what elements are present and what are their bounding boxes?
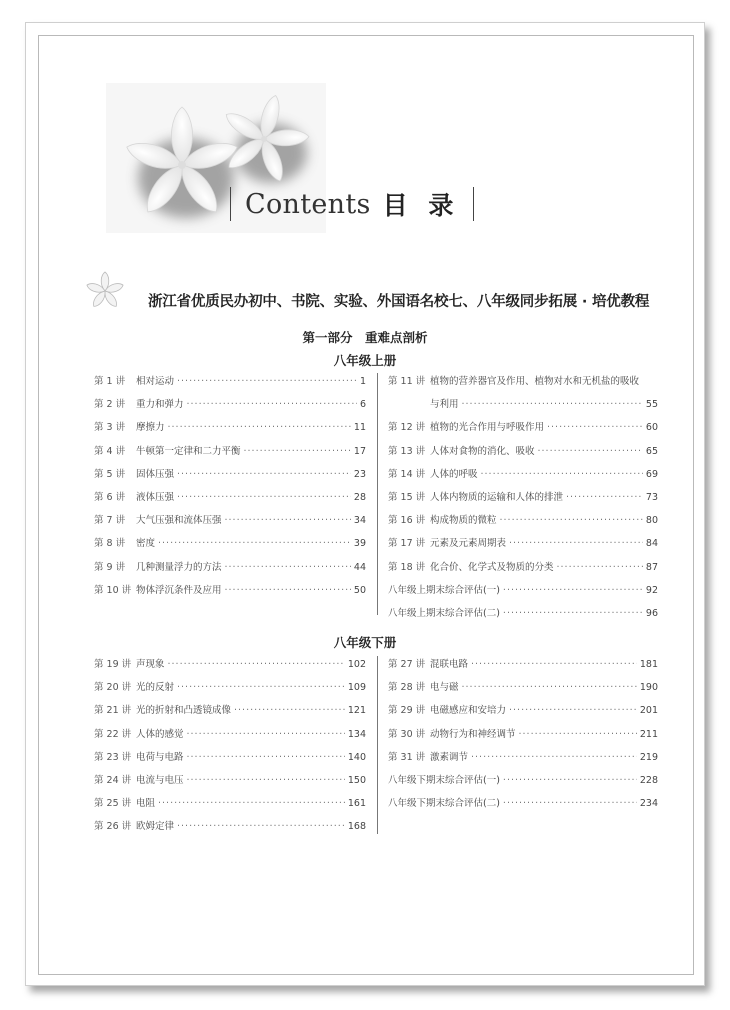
toc-lower-right xyxy=(388,656,658,826)
chapter-title: 欧姆定律 xyxy=(136,821,175,833)
dot-leader xyxy=(177,492,351,503)
chapter-title: 人体对食物的消化、吸收 xyxy=(430,445,535,457)
dot-leader xyxy=(225,562,351,573)
dot-leader xyxy=(177,682,345,693)
chapter-title: 几种测量浮力的方法 xyxy=(136,561,222,573)
chapter-number: 第 10 讲 xyxy=(94,584,132,596)
dot-leader xyxy=(503,585,643,596)
toc-entry xyxy=(94,749,366,765)
column-divider xyxy=(377,373,378,615)
dot-leader xyxy=(177,376,357,387)
title-english: Contents xyxy=(245,188,371,220)
section-title-upper: 八年级上册 xyxy=(333,353,397,368)
chapter-title: 液体压强 xyxy=(136,492,175,503)
dot-leader xyxy=(481,469,643,480)
dot-leader xyxy=(225,585,351,596)
dot-leader xyxy=(471,752,637,763)
chapter-number: 第 31 讲 xyxy=(388,751,426,763)
toc-entry xyxy=(388,795,658,811)
chapter-title: 人体的感觉 xyxy=(136,728,184,740)
chapter-title: 化合价、化学式及物质的分类 xyxy=(430,561,554,573)
dot-leader xyxy=(519,729,637,740)
toc-upper-left xyxy=(94,373,366,613)
chapter-number: 第 16 讲 xyxy=(388,515,426,527)
dot-leader xyxy=(509,538,643,549)
page-number: 96 xyxy=(645,608,658,619)
dot-leader xyxy=(225,515,351,526)
chapter-number: 第 1 讲 xyxy=(94,376,126,387)
chapter-number: 第 8 讲 xyxy=(94,538,126,550)
chapter-title: 电荷与电路 xyxy=(136,751,184,763)
toc-entry xyxy=(94,656,366,672)
toc-entry xyxy=(388,373,658,389)
dot-leader xyxy=(462,399,643,410)
chapter-title: 植物的营养器官及作用、植物对水和无机盐的吸收 xyxy=(430,376,640,387)
chapter-title: 密度 xyxy=(136,538,156,550)
dot-leader xyxy=(557,562,643,573)
toc-entry xyxy=(94,772,366,788)
chapter-number: 第 18 讲 xyxy=(388,561,426,573)
page-number: 87 xyxy=(645,561,658,573)
chapter-number: 第 14 讲 xyxy=(388,468,426,480)
chapter-title: 混联电路 xyxy=(430,659,469,670)
chapter-number: 第 9 讲 xyxy=(94,561,126,573)
page-frame xyxy=(25,22,705,986)
chapter-number: 第 27 讲 xyxy=(388,659,426,670)
chapter-title: 摩擦力 xyxy=(136,422,165,434)
dot-leader xyxy=(158,538,351,549)
chapter-title: 相对运动 xyxy=(136,376,175,387)
dot-leader xyxy=(503,775,637,786)
toc-entry xyxy=(388,512,658,528)
toc-entry xyxy=(94,466,366,482)
page-number: 80 xyxy=(645,515,658,527)
chapter-number: 第 24 讲 xyxy=(94,775,132,786)
dot-leader xyxy=(187,399,357,410)
chapter-title: 八年级下期末综合评估(二) xyxy=(388,798,500,810)
dot-leader xyxy=(168,659,345,670)
toc-entry xyxy=(94,818,366,834)
chapter-title: 重力和弹力 xyxy=(136,399,184,411)
toc-entry xyxy=(94,373,366,389)
chapter-number: 第 12 讲 xyxy=(388,422,426,434)
part-title: 第一部分 重难点剖析 xyxy=(302,330,428,345)
chapter-title: 电与磁 xyxy=(430,682,459,694)
chapter-title: 植物的光合作用与呼吸作用 xyxy=(430,422,545,434)
dot-leader xyxy=(244,446,351,457)
chapter-number: 第 19 讲 xyxy=(94,659,132,670)
title-right-bar xyxy=(473,187,474,221)
page-number: 1 xyxy=(359,376,366,387)
page-number: 69 xyxy=(645,468,658,480)
dot-leader xyxy=(503,798,637,809)
chapter-number: 第 2 讲 xyxy=(94,399,126,411)
toc-entry xyxy=(388,535,658,551)
toc-entry xyxy=(388,582,658,598)
toc-entry-continued xyxy=(430,396,658,412)
page-number: 92 xyxy=(645,584,658,596)
page-number: 60 xyxy=(645,422,658,434)
dot-leader xyxy=(177,469,351,480)
page-number: 201 xyxy=(639,705,658,717)
dot-leader xyxy=(509,705,637,716)
toc-entry xyxy=(388,726,658,742)
title-chinese: 目 录 xyxy=(382,191,460,220)
toc-entry xyxy=(388,559,658,575)
dot-leader xyxy=(187,729,345,740)
toc-entry xyxy=(388,656,658,672)
toc-entry xyxy=(94,512,366,528)
dot-leader xyxy=(187,775,345,786)
toc-entry xyxy=(94,702,366,718)
chapter-title: 电阻 xyxy=(136,798,156,810)
chapter-title: 构成物质的微粒 xyxy=(430,515,497,527)
chapter-number: 第 23 讲 xyxy=(94,751,132,763)
chapter-title: 牛顿第一定律和二力平衡 xyxy=(136,445,241,457)
dot-leader xyxy=(462,682,637,693)
chapter-number: 第 6 讲 xyxy=(94,492,126,503)
page-number: 73 xyxy=(645,492,658,503)
page-number: 150 xyxy=(347,775,366,786)
chapter-title: 元素及元素周期表 xyxy=(430,538,507,550)
page-number: 140 xyxy=(347,751,366,763)
dot-leader xyxy=(177,821,345,832)
page-number: 134 xyxy=(347,728,366,740)
page-number: 55 xyxy=(645,399,658,411)
toc-entry xyxy=(94,443,366,459)
page-number: 23 xyxy=(353,468,366,480)
small-flower-icon xyxy=(84,269,126,311)
toc-entry xyxy=(388,605,658,621)
page-number: 109 xyxy=(347,682,366,694)
toc-entry xyxy=(94,419,366,435)
chapter-title-continued: 与利用 xyxy=(430,399,459,411)
dot-leader xyxy=(500,515,643,526)
page-number: 234 xyxy=(639,798,658,810)
toc-entry xyxy=(94,582,366,598)
toc-entry xyxy=(388,772,658,788)
toc-entry xyxy=(94,559,366,575)
page-number: 34 xyxy=(353,515,366,527)
chapter-title: 电流与电压 xyxy=(136,775,184,786)
chapter-title: 固体压强 xyxy=(136,468,175,480)
chapter-title: 激素调节 xyxy=(430,751,469,763)
toc-entry xyxy=(94,679,366,695)
title-left-bar xyxy=(230,187,231,221)
dot-leader xyxy=(547,422,643,433)
toc-entry xyxy=(388,702,658,718)
chapter-number: 第 4 讲 xyxy=(94,445,126,457)
chapter-title: 八年级上期末综合评估(二) xyxy=(388,608,500,619)
chapter-number: 第 11 讲 xyxy=(388,376,426,387)
chapter-title: 人体的呼吸 xyxy=(430,468,478,480)
chapter-number: 第 20 讲 xyxy=(94,682,132,694)
toc-entry xyxy=(94,489,366,505)
dot-leader xyxy=(234,705,345,716)
toc-entry xyxy=(94,396,366,412)
section-title-lower: 八年级下册 xyxy=(333,635,397,650)
page-number: 219 xyxy=(639,751,658,763)
chapter-title: 八年级上期末综合评估(一) xyxy=(388,584,500,596)
book-subtitle: 浙江省优质民办初中、书院、实验、外国语名校七、八年级同步拓展 · 培优教程 xyxy=(148,294,650,310)
chapter-number: 第 26 讲 xyxy=(94,821,132,833)
page-number: 190 xyxy=(639,682,658,694)
page-number: 121 xyxy=(347,705,366,717)
page-number: 28 xyxy=(353,492,366,503)
page-number: 17 xyxy=(353,445,366,457)
chapter-number: 第 30 讲 xyxy=(388,728,426,740)
page-number: 102 xyxy=(347,659,366,670)
chapter-number: 第 21 讲 xyxy=(94,705,132,717)
chapter-title: 光的折射和凸透镜成像 xyxy=(136,705,232,717)
dot-leader xyxy=(538,446,643,457)
toc-entry xyxy=(94,726,366,742)
contents-title xyxy=(230,185,474,223)
toc-entry xyxy=(94,795,366,811)
toc-entry xyxy=(388,466,658,482)
dot-leader xyxy=(187,752,345,763)
page-number: 161 xyxy=(347,798,366,810)
chapter-number: 第 17 讲 xyxy=(388,538,426,550)
chapter-number: 第 3 讲 xyxy=(94,422,126,434)
toc-upper-right xyxy=(388,373,658,619)
toc-entry xyxy=(388,443,658,459)
page-number: 168 xyxy=(347,821,366,833)
chapter-title: 物体浮沉条件及应用 xyxy=(136,584,222,596)
dot-leader xyxy=(471,659,637,670)
page-number: 39 xyxy=(353,538,366,550)
chapter-number: 第 7 讲 xyxy=(94,515,126,527)
chapter-title: 大气压强和流体压强 xyxy=(136,515,222,527)
toc-entry xyxy=(388,749,658,765)
toc-entry xyxy=(388,419,658,435)
toc-entry xyxy=(388,679,658,695)
page-number: 211 xyxy=(639,728,658,740)
chapter-title: 声现象 xyxy=(136,659,165,670)
chapter-title: 光的反射 xyxy=(136,682,175,694)
page-number: 50 xyxy=(353,584,366,596)
dot-leader xyxy=(168,422,351,433)
toc-entry xyxy=(94,535,366,551)
page-number: 44 xyxy=(353,561,366,573)
page-number: 6 xyxy=(359,399,366,411)
chapter-number: 第 13 讲 xyxy=(388,445,426,457)
chapter-number: 第 15 讲 xyxy=(388,492,426,503)
chapter-number: 第 5 讲 xyxy=(94,468,126,480)
page-number: 84 xyxy=(645,538,658,550)
column-divider xyxy=(377,656,378,834)
chapter-number: 第 25 讲 xyxy=(94,798,132,810)
dot-leader xyxy=(503,608,643,619)
chapter-title: 电磁感应和安培力 xyxy=(430,705,507,717)
chapter-number: 第 29 讲 xyxy=(388,705,426,717)
chapter-number: 第 28 讲 xyxy=(388,682,426,694)
chapter-title: 人体内物质的运输和人体的排泄 xyxy=(430,492,564,503)
chapter-title: 八年级下期末综合评估(一) xyxy=(388,775,500,786)
page-number: 11 xyxy=(353,422,366,434)
dot-leader xyxy=(158,798,345,809)
page-number: 181 xyxy=(639,659,658,670)
page-number: 65 xyxy=(645,445,658,457)
page-number: 228 xyxy=(639,775,658,786)
dot-leader xyxy=(566,492,643,503)
toc-entry xyxy=(388,489,658,505)
toc-lower-left xyxy=(94,656,366,846)
chapter-number: 第 22 讲 xyxy=(94,728,132,740)
chapter-title: 动物行为和神经调节 xyxy=(430,728,516,740)
